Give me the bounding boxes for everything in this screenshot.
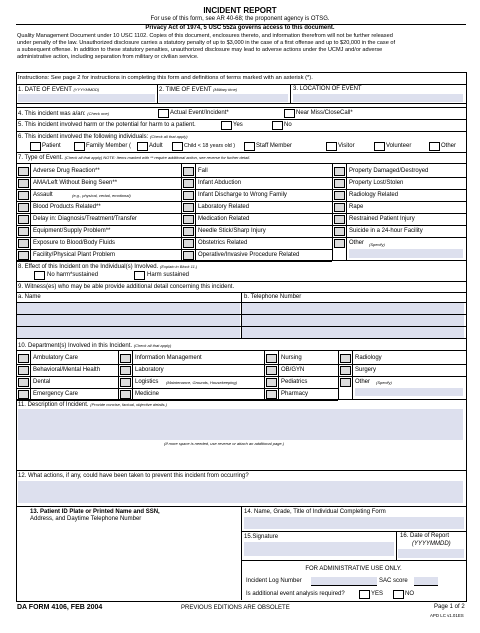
actual-event-label: Actual Event/Incident*	[170, 110, 229, 116]
harm-sustained-checkbox[interactable]	[134, 271, 145, 280]
description-field-2[interactable]	[18, 447, 463, 469]
event-type-checkbox-needle-stick-sharp-injury[interactable]	[183, 227, 194, 236]
event-type-checkbox-ama-left-without-being-seen[interactable]	[18, 179, 29, 188]
event-type-label-suicide-in-a-24-hour-facility: Suicide in a 24-hour Facility	[349, 228, 423, 234]
event-other-specify-field[interactable]	[349, 249, 463, 258]
event-type-checkbox-blood-products-related[interactable]	[18, 203, 29, 212]
volunteer-checkbox[interactable]	[374, 142, 385, 151]
event-type-label-blood-products-related: Blood Products Related**	[33, 204, 101, 210]
harm-yes-checkbox[interactable]	[221, 121, 232, 130]
department-checkbox-ambulatory-care[interactable]	[18, 354, 29, 363]
adult-label: Adult	[149, 143, 163, 149]
department-checkbox-radiology[interactable]	[340, 354, 351, 363]
completer-field[interactable]	[244, 517, 464, 529]
analysis-no-label: NO	[405, 591, 414, 597]
event-type-checkbox-property-lost-stolen[interactable]	[334, 179, 345, 188]
visitor-label: Visitor	[338, 143, 355, 149]
event-type-checkbox-medication-related[interactable]	[183, 215, 194, 224]
event-type-label-property-lost-stolen: Property Lost/Stolen	[349, 180, 404, 186]
location-of-event-field[interactable]	[293, 94, 463, 102]
department-checkbox-laboratory[interactable]	[120, 366, 131, 375]
event-type-label-obstetrics-related: Obstetrics Related	[198, 240, 248, 246]
event-type-checkbox-radiology-related[interactable]	[334, 191, 345, 200]
log-number-field[interactable]	[311, 577, 377, 585]
form-title: INCIDENT REPORT	[203, 6, 277, 15]
sac-score-label: SAC score	[379, 578, 408, 584]
date-of-report-label: 16. Date of Report	[400, 533, 450, 539]
adult-checkbox[interactable]	[137, 142, 148, 151]
witness-phone-header: b. Telephone Number	[244, 294, 302, 300]
event-type-label-ama-left-without-being-seen: AMA/Left Without Being Seen**	[33, 180, 118, 186]
department-label-surgery: Surgery	[355, 367, 377, 373]
event-type-label-property-damaged-destroyed: Property Damaged/Destroyed	[349, 168, 429, 174]
event-type-checkbox-restrained-patient-injury[interactable]	[334, 215, 345, 224]
patient-label: Patient	[42, 143, 61, 149]
event-type-checkbox-assault[interactable]	[18, 191, 29, 200]
description-label: 11. Description of Incident. (Provide concise, factual, objective details.)	[18, 402, 167, 408]
location-of-event-label: 3. LOCATION OF EVENT	[293, 86, 362, 92]
event-type-label-needle-stick-sharp-injury: Needle Stick/Sharp Injury	[198, 228, 266, 234]
no-harm-label: No harm*sustained	[47, 272, 99, 278]
family-member-label: Family Member (	[86, 143, 132, 149]
privacy-text: Quality Management Document under 10 USC 1102. Copies of this document, enclosures thereto, and information therefrom will not be further released under penalty of the law. Unauthorized disclosure carries a statutory penalty of up to $3,000 in the case of a first offense and up to $20,000 in the case of a subsequent offense. In addition to these statutory penalties, unauthorized disclosure may lead to adverse actions under the UCMJ and/or adverse administrative action, including separation from military or civilian service.	[17, 33, 396, 60]
department-label-behavioral-mental-health: Behavioral/Mental Health	[33, 367, 101, 373]
department-checkbox-dental[interactable]	[18, 378, 29, 387]
event-type-label-medication-related: Medication Related	[198, 216, 250, 222]
event-type-checkbox-infant-abduction[interactable]	[183, 179, 194, 188]
volunteer-label: Volunteer	[386, 143, 412, 149]
time-of-event-label: 2. TIME OF EVENT (Military time)	[159, 87, 238, 93]
department-checkbox-medicine[interactable]	[120, 390, 131, 399]
department-checkbox-emergency-care[interactable]	[18, 390, 29, 399]
department-checkbox-ob-gyn[interactable]	[266, 366, 277, 375]
child-checkbox[interactable]	[172, 142, 183, 151]
log-number-label: Incident Log Number	[246, 578, 302, 584]
event-type-checkbox-infant-discharge-to-wrong-family[interactable]	[183, 191, 194, 200]
obsolete-notice: PREVIOUS EDITIONS ARE OBSOLETE	[181, 605, 290, 611]
event-type-checkbox-obstetrics-related[interactable]	[183, 239, 194, 248]
department-other-specify-hint: (Specify)	[376, 380, 392, 385]
incident-type-label: 4. This incident was a/an: (Check one)	[18, 111, 110, 117]
department-checkbox-pharmacy[interactable]	[266, 390, 277, 399]
instructions: Instructions: See page 2 for instructions in completing this form and definitions of terms marked with an asterisk (*).	[18, 75, 313, 81]
completer-label: 14. Name, Grade, Title of Individual Completing Form	[244, 509, 386, 515]
effect-label: 8. Effect of this Incident on the Individual(s) Involved. (Explain in Block 11.)	[18, 264, 198, 270]
event-type-checkbox-delay-in-diagnosis-treatment-transfer[interactable]	[18, 215, 29, 224]
near-miss-checkbox[interactable]	[284, 109, 295, 118]
department-label-ob-gyn: OB/GYN	[281, 367, 305, 373]
staff-member-label: Staff Member	[256, 143, 292, 149]
event-type-label-fall: Fall	[198, 168, 208, 174]
assault-hint: (e.g., physical, verbal, emotional)	[72, 193, 131, 198]
event-type-checkbox-laboratory-related[interactable]	[183, 203, 194, 212]
department-label-radiology: Radiology	[355, 355, 382, 361]
no-harm-checkbox[interactable]	[34, 271, 45, 280]
witness-name-1[interactable]	[17, 303, 240, 314]
child-label: Child < 18 years old )	[184, 143, 236, 149]
event-type-checkbox-other[interactable]	[334, 239, 345, 248]
patient-id-field[interactable]	[18, 524, 238, 598]
witness-label: 9. Witness(es) who may be able provide additional detail concerning this incident.	[18, 284, 235, 290]
department-other-specify-field[interactable]	[355, 388, 463, 396]
department-label-nursing: Nursing	[281, 355, 302, 361]
page-number: Page 1 of 2	[434, 604, 465, 610]
witness-name-3[interactable]	[17, 327, 240, 338]
event-other-specify-hint: (Specify)	[369, 242, 385, 247]
department-label-medicine: Medicine	[135, 391, 160, 397]
harm-sustained-label: Harm sustained	[147, 272, 190, 278]
sac-score-field[interactable]	[414, 577, 438, 585]
department-label-logistics: Logistics	[135, 379, 159, 385]
event-type-label-infant-abduction: Infant Abduction	[198, 180, 242, 186]
event-type-checkbox-property-damaged-destroyed[interactable]	[334, 167, 345, 176]
witness-phone-1[interactable]	[242, 303, 464, 314]
department-label-other: Other	[355, 379, 371, 385]
event-type-label-adverse-drug-reaction: Adverse Drug Reaction**	[33, 168, 100, 174]
signature-label: 15.Signature	[244, 534, 279, 540]
department-checkbox-nursing[interactable]	[266, 354, 277, 363]
version-label: APD LC v1.01ES	[430, 613, 464, 618]
more-space-note: (If more space is needed, use reverse or attach an additional page.)	[164, 441, 285, 446]
date-of-event-label: 1. DATE OF EVENT (YYYYMMDD)	[18, 87, 100, 93]
description-field[interactable]	[18, 409, 463, 440]
event-type-label-equipment-supply-problem: Equipment/Supply Problem**	[33, 228, 111, 234]
prevention-field[interactable]	[18, 481, 463, 503]
date-of-report-field[interactable]	[398, 549, 464, 558]
event-type-label-rape: Rape	[349, 204, 364, 210]
analysis-no-checkbox[interactable]	[393, 590, 404, 599]
form-number: DA FORM 4106, FEB 2004	[17, 604, 103, 611]
event-type-label-laboratory-related: Laboratory Related	[198, 204, 250, 210]
departments-label: 10. Department(s) Involved in this Incident. (Check all that apply)	[18, 343, 172, 349]
department-checkbox-logistics[interactable]	[120, 378, 131, 387]
witness-phone-3[interactable]	[242, 327, 464, 338]
event-type-label-assault: Assault	[33, 192, 53, 198]
harm-question: 5. This incident involved harm or the potential for harm to a patient.	[18, 122, 196, 128]
event-type-label-facility-physical-plant-problem: Facility/Physical Plant Problem	[33, 252, 116, 258]
analysis-label: Is additional event analysis required?	[246, 591, 345, 597]
signature-field[interactable]	[244, 542, 394, 556]
department-checkbox-surgery[interactable]	[340, 366, 351, 375]
event-type-checkbox-exposure-to-blood-body-fluids[interactable]	[18, 239, 29, 248]
event-type-checkbox-facility-physical-plant-problem[interactable]	[18, 251, 29, 260]
event-type-checkbox-equipment-supply-problem[interactable]	[18, 227, 29, 236]
prevention-label: 12. What actions, if any, could have been taken to prevent this incident from occurring?	[18, 473, 249, 479]
department-checkbox-information-management[interactable]	[120, 354, 131, 363]
staff-member-checkbox[interactable]	[244, 142, 255, 151]
event-type-label-exposure-to-blood-body-fluids: Exposure to Blood/Body Fluids	[33, 240, 116, 246]
department-label-pharmacy: Pharmacy	[281, 391, 309, 397]
date-of-event-field[interactable]	[18, 94, 155, 102]
privacy-title: Privacy Act of 1974, 5 USC 552a governs access to this document.	[145, 25, 335, 31]
department-label-pediatrics: Pediatrics	[281, 379, 308, 385]
patient-id-label: 13. Patient ID Plate or Printed Name and SSN,	[30, 509, 160, 515]
department-checkbox-other[interactable]	[340, 378, 351, 387]
actual-event-checkbox[interactable]	[158, 109, 169, 118]
patient-id-sublabel: Address, and Daytime Telephone Number	[30, 516, 142, 522]
harm-no-checkbox[interactable]	[272, 121, 283, 130]
analysis-yes-label: YES	[371, 591, 384, 597]
witness-name-2[interactable]	[17, 315, 240, 326]
department-label-information-management: Information Management	[135, 355, 202, 361]
event-type-label-radiology-related: Radiology Related	[349, 192, 399, 198]
event-type-label-delay-in-diagnosis-treatment-transfer: Delay in: Diagnosis/Treatment/Transfer	[33, 216, 137, 222]
department-checkbox-pediatrics[interactable]	[266, 378, 277, 387]
event-type-checkbox-adverse-drug-reaction[interactable]	[18, 167, 29, 176]
logistics-hint: (Maintenance, Grounds, Housekeeping)	[166, 380, 237, 385]
use-line: For use of this form, see AR 40-68; the proponent agency is OTSG.	[150, 16, 330, 22]
admin-title: FOR ADMINISTRATIVE USE ONLY.	[305, 566, 402, 572]
event-type-label-other: Other	[349, 240, 365, 246]
department-label-emergency-care: Emergency Care	[33, 391, 79, 397]
time-of-event-field[interactable]	[159, 94, 288, 102]
other-individual-label: Other	[441, 143, 457, 149]
date-of-report-hint: (YYYYMMDD)	[412, 541, 451, 547]
department-label-dental: Dental	[33, 379, 51, 385]
department-label-ambulatory-care: Ambulatory Care	[33, 355, 79, 361]
witness-name-header: a. Name	[18, 294, 41, 300]
witness-phone-2[interactable]	[242, 315, 464, 326]
event-type-checkbox-operative-invasive-procedure-related[interactable]	[183, 251, 194, 260]
department-label-laboratory: Laboratory	[135, 367, 164, 373]
event-type-label-restrained-patient-injury: Restrained Patient Injury	[349, 216, 415, 222]
harm-no-label: No	[284, 122, 292, 128]
analysis-yes-checkbox[interactable]	[359, 590, 370, 599]
event-type-label-infant-discharge-to-wrong-family: Infant Discharge to Wrong Family	[198, 192, 287, 198]
near-miss-label: Near Miss/CloseCall*	[296, 110, 353, 116]
event-type-checkbox-rape[interactable]	[334, 203, 345, 212]
family-member-checkbox[interactable]	[74, 142, 85, 151]
event-type-label-operative-invasive-procedure-related: Operative/Invasive Procedure Related	[198, 252, 300, 258]
visitor-checkbox[interactable]	[326, 142, 337, 151]
individuals-label: 6. This incident involved the following individuals: (Check all that apply)	[18, 134, 188, 140]
event-type-label: 7. Type of Event. (Check all that apply) NOTE: Items marked with ** require additional action, see reverse for further detail.	[18, 155, 251, 161]
event-type-checkbox-fall[interactable]	[183, 167, 194, 176]
other-individual-checkbox[interactable]	[429, 142, 440, 151]
department-checkbox-behavioral-mental-health[interactable]	[18, 366, 29, 375]
patient-checkbox[interactable]	[30, 142, 41, 151]
event-type-checkbox-suicide-in-a-24-hour-facility[interactable]	[334, 227, 345, 236]
harm-yes-label: Yes	[233, 122, 243, 128]
